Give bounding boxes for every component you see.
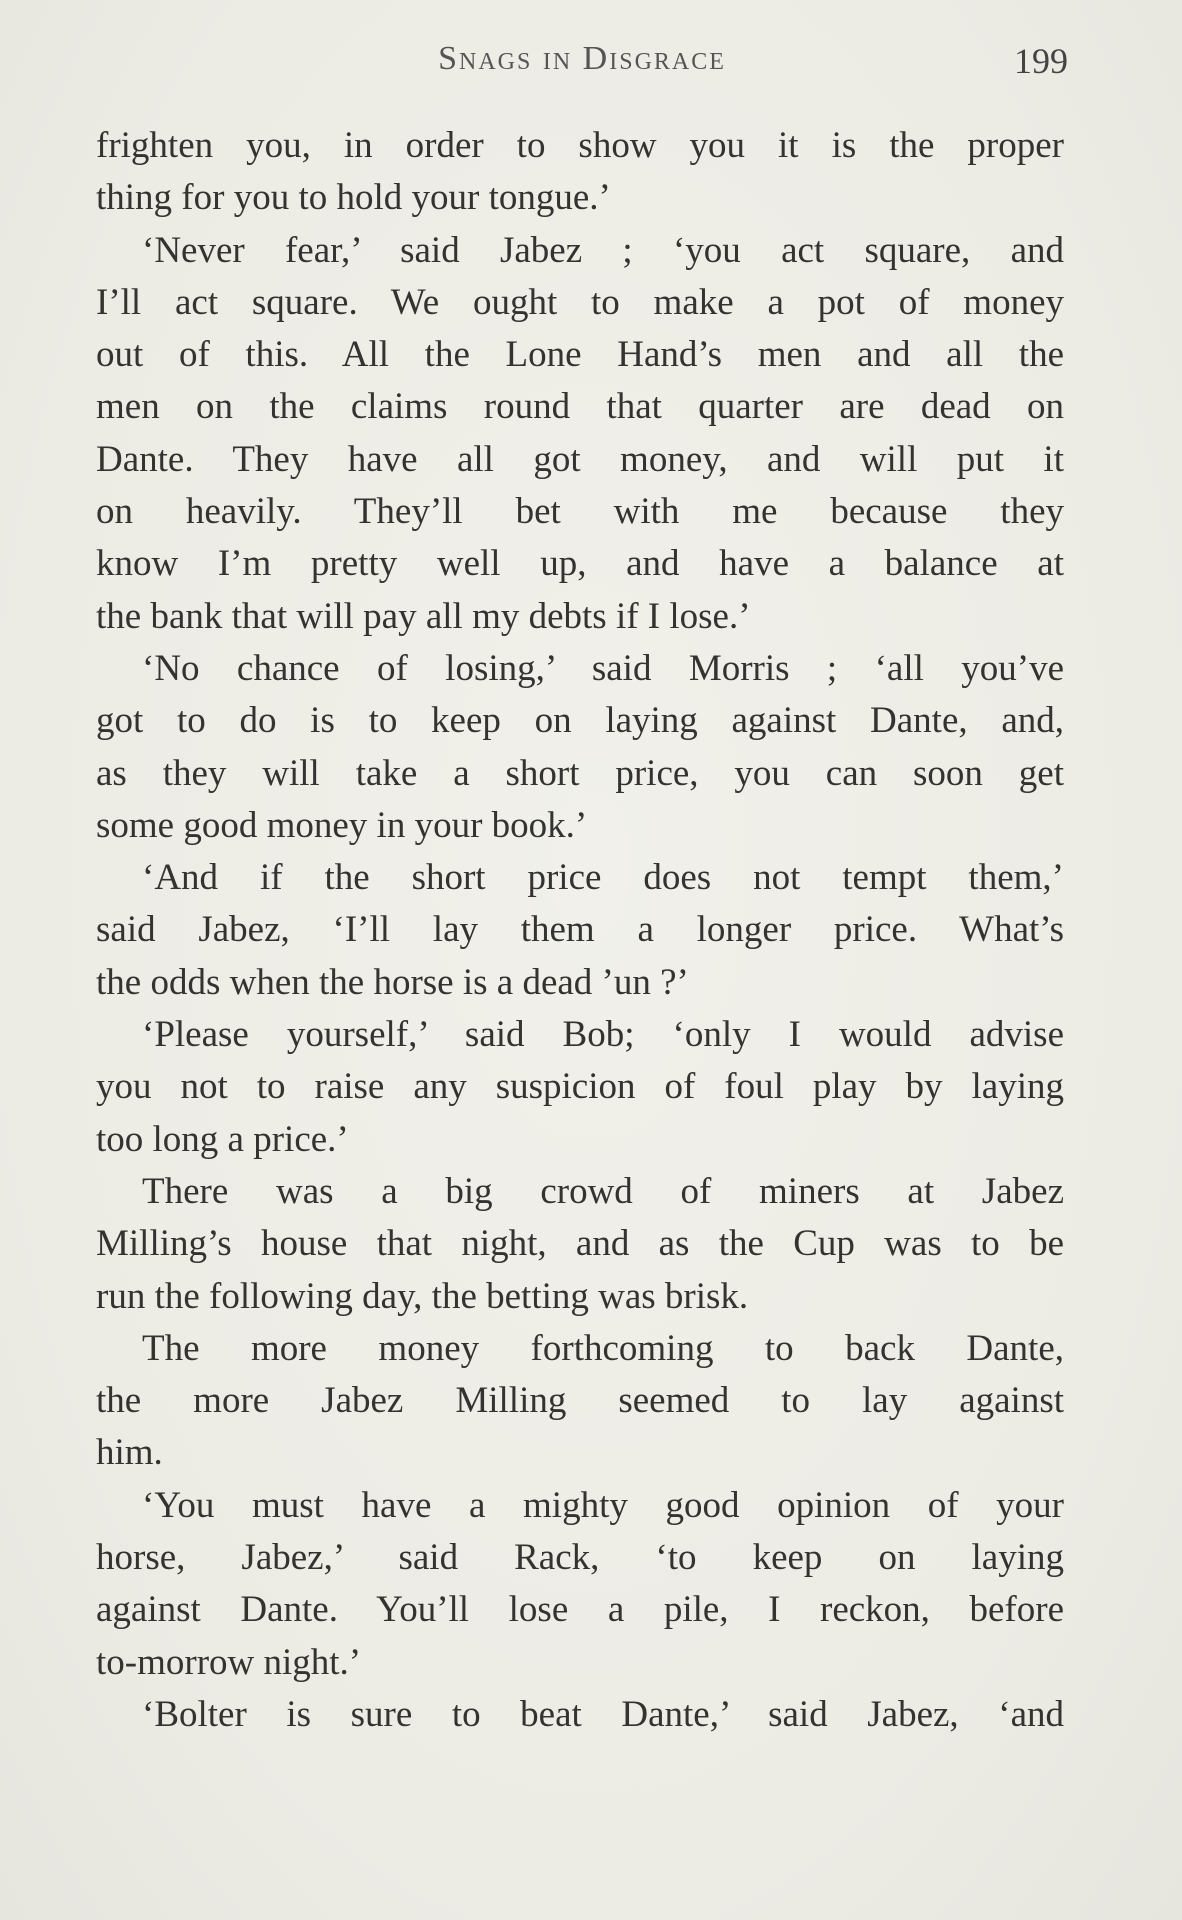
text-line: got to do is to keep on laying against Dante, and, — [96, 700, 1064, 742]
text-line: There was a big crowd of miners at Jabez — [142, 1170, 1064, 1212]
text-line: thing for you to hold your tongue.’ — [96, 177, 611, 219]
text-line: as they will take a short price, you can soon get — [96, 752, 1064, 794]
text-line: I’ll act square. We ought to make a pot of money — [96, 281, 1064, 323]
text-line: ‘No chance of losing,’ said Morris ; ‘all you’ve — [142, 647, 1064, 689]
text-line: said Jabez, ‘I’ll lay them a longer price. What’s — [96, 909, 1064, 951]
text-line: to-morrow night.’ — [96, 1641, 362, 1683]
text-line: ‘Never fear,’ said Jabez ; ‘you act square, and — [142, 229, 1064, 271]
text-line: the more Jabez Milling seemed to lay against — [96, 1380, 1064, 1422]
text-line: run the following day, the betting was brisk. — [96, 1275, 749, 1317]
text-line: know I’m pretty well up, and have a balance at — [96, 543, 1064, 585]
text-line: on heavily. They’ll bet with me because they — [96, 491, 1064, 533]
body-text — [96, 120, 1064, 1741]
running-title: Snags in Disgrace — [438, 40, 726, 77]
text-line: out of this. All the Lone Hand’s men and all the — [96, 334, 1064, 376]
text-line: ‘And if the short price does not tempt them,’ — [142, 857, 1064, 899]
text-line: him. — [96, 1432, 163, 1474]
text-line: too long a price.’ — [96, 1118, 349, 1160]
text-line: The more money forthcoming to back Dante, — [142, 1327, 1064, 1369]
text-line: ‘Please yourself,’ said Bob; ‘only I would advise — [142, 1014, 1064, 1056]
text-line: the bank that will pay all my debts if I lose.’ — [96, 595, 751, 637]
text-line: Dante. They have all got money, and will put it — [96, 438, 1064, 480]
text-line: Milling’s house that night, and as the Cup was to be — [96, 1223, 1064, 1265]
text-line: ‘Bolter is sure to beat Dante,’ said Jabez, ‘and — [142, 1693, 1064, 1735]
text-line: ‘You must have a mighty good opinion of your — [142, 1484, 1064, 1526]
text-line: men on the claims round that quarter are dead on — [96, 386, 1064, 428]
text-line: you not to raise any suspicion of foul play by laying — [96, 1066, 1064, 1108]
running-head — [96, 40, 1068, 88]
text-line: against Dante. You’ll lose a pile, I reckon, before — [96, 1589, 1064, 1631]
text-line: horse, Jabez,’ said Rack, ‘to keep on laying — [96, 1537, 1064, 1579]
text-line: the odds when the horse is a dead ’un ?’ — [96, 961, 689, 1003]
text-line: frighten you, in order to show you it is the proper — [96, 125, 1064, 166]
page-number: 199 — [1014, 41, 1068, 81]
text-line: some good money in your book.’ — [96, 804, 588, 846]
